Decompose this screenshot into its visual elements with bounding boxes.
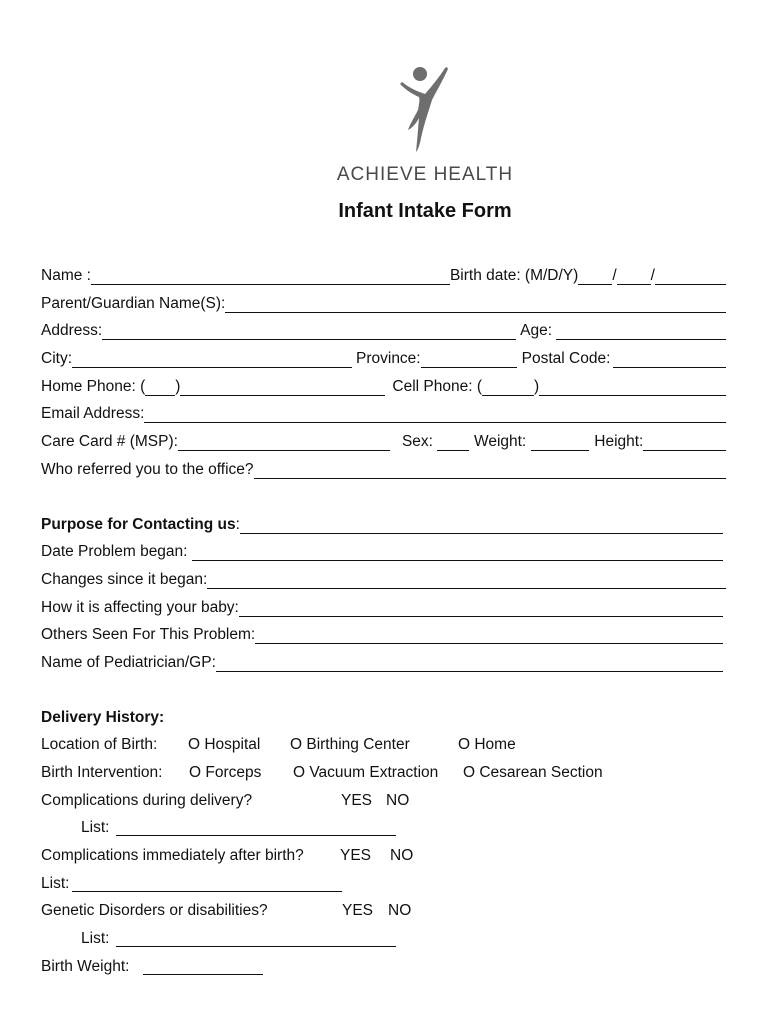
complications-delivery-list-label: List: [81, 819, 110, 836]
location-label: Location of Birth: [41, 736, 158, 753]
cell-phone-label: Cell Phone: ( [392, 378, 483, 395]
date-problem-label: Date Problem began: [41, 543, 188, 560]
address-label: Address: [41, 322, 103, 339]
complications-delivery-yes[interactable]: YES [341, 792, 373, 809]
birth-weight-field[interactable] [143, 973, 263, 975]
genetic-yes[interactable]: YES [342, 902, 374, 919]
complications-after-yes[interactable]: YES [340, 847, 372, 864]
affecting-field[interactable] [239, 599, 723, 617]
referred-field[interactable] [254, 461, 726, 479]
logo [300, 62, 550, 192]
form-title: Infant Intake Form [338, 200, 512, 222]
option-birthing-center[interactable]: O Birthing Center [290, 736, 410, 753]
home-phone-close: ) [175, 378, 181, 395]
weight-field[interactable] [531, 433, 589, 451]
care-card-label: Care Card # (MSP): [41, 433, 178, 450]
affecting-label: How it is affecting your baby: [41, 599, 239, 616]
birth-date-label: Birth date: (M/D/Y) [449, 267, 579, 284]
date-separator: / [650, 267, 655, 284]
email-field[interactable] [144, 405, 726, 423]
pediatrician-field[interactable] [216, 654, 723, 672]
email-label: Email Address: [41, 405, 145, 422]
age-label: Age: [520, 322, 553, 339]
cell-phone-field[interactable] [539, 378, 726, 396]
changes-row [41, 568, 726, 592]
purpose-heading-colon: : [235, 516, 240, 533]
delivery-heading: Delivery History: [41, 709, 165, 726]
name-row [41, 264, 726, 288]
home-phone-field[interactable] [180, 378, 385, 396]
birth-year-field[interactable] [655, 267, 726, 285]
care-card-row [41, 430, 726, 454]
purpose-field[interactable] [240, 516, 723, 534]
home-phone-label: Home Phone: ( [41, 378, 146, 395]
birth-day-field[interactable] [617, 267, 651, 285]
complications-after-list-label: List: [41, 875, 70, 892]
cell-phone-close: ) [534, 378, 540, 395]
genetic-label: Genetic Disorders or disabilities? [41, 902, 268, 919]
city-row [41, 347, 726, 371]
genetic-no[interactable]: NO [388, 902, 412, 919]
affecting-row [41, 596, 723, 620]
province-label: Province: [356, 350, 421, 367]
age-field[interactable] [556, 322, 726, 340]
referred-row [41, 458, 726, 482]
parent-row [41, 292, 726, 316]
sex-label: Sex: [401, 433, 433, 450]
complications-after-no[interactable]: NO [390, 847, 414, 864]
purpose-heading: Purpose for Contacting us [41, 516, 236, 533]
complications-after-label: Complications immediately after birth? [41, 847, 304, 864]
height-label: Height: [594, 433, 644, 450]
sex-field[interactable] [437, 433, 469, 451]
option-cesarean-section[interactable]: O Cesarean Section [463, 764, 603, 781]
changes-field[interactable] [207, 571, 726, 589]
name-label: Name : [41, 267, 91, 284]
height-field[interactable] [643, 433, 726, 451]
complications-delivery-list-field[interactable] [116, 834, 396, 836]
option-home[interactable]: O Home [458, 736, 516, 753]
complications-after-list-field[interactable] [72, 890, 342, 892]
city-label: City: [41, 350, 72, 367]
care-card-field[interactable] [178, 433, 390, 451]
date-separator: / [612, 267, 617, 284]
option-vacuum-extraction[interactable]: O Vacuum Extraction [293, 764, 439, 781]
complications-delivery-no[interactable]: NO [386, 792, 410, 809]
parent-field[interactable] [225, 295, 726, 313]
birth-month-field[interactable] [578, 267, 612, 285]
cell-area-code-field[interactable] [482, 378, 534, 396]
referred-label: Who referred you to the office? [41, 461, 254, 478]
running-person-icon [398, 62, 454, 154]
city-field[interactable] [72, 350, 352, 368]
pediatrician-label: Name of Pediatrician/GP: [41, 654, 216, 671]
pediatrician-row [41, 651, 723, 675]
parent-label: Parent/Guardian Name(S): [41, 295, 226, 312]
name-field[interactable] [91, 267, 450, 285]
complications-delivery-label: Complications during delivery? [41, 792, 253, 809]
purpose-row [41, 513, 723, 537]
date-problem-field[interactable] [192, 543, 723, 561]
genetic-list-field[interactable] [116, 945, 396, 947]
weight-label: Weight: [473, 433, 527, 450]
others-field[interactable] [255, 626, 723, 644]
option-hospital[interactable]: O Hospital [188, 736, 261, 753]
genetic-list-label: List: [81, 930, 110, 947]
others-row [41, 623, 723, 647]
logo-text: ACHIEVE HEALTH [336, 164, 514, 185]
date-problem-row [41, 540, 723, 564]
postal-code-label: Postal Code: [521, 350, 611, 367]
postal-code-field[interactable] [613, 350, 726, 368]
changes-label: Changes since it began: [41, 571, 208, 588]
home-area-code-field[interactable] [145, 378, 175, 396]
phone-row [41, 375, 726, 399]
intervention-label: Birth Intervention: [41, 764, 163, 781]
address-field[interactable] [102, 322, 516, 340]
address-row [41, 319, 726, 343]
email-row [41, 402, 726, 426]
province-field[interactable] [421, 350, 517, 368]
option-forceps[interactable]: O Forceps [189, 764, 262, 781]
birth-weight-label: Birth Weight: [41, 958, 130, 975]
others-label: Others Seen For This Problem: [41, 626, 256, 643]
